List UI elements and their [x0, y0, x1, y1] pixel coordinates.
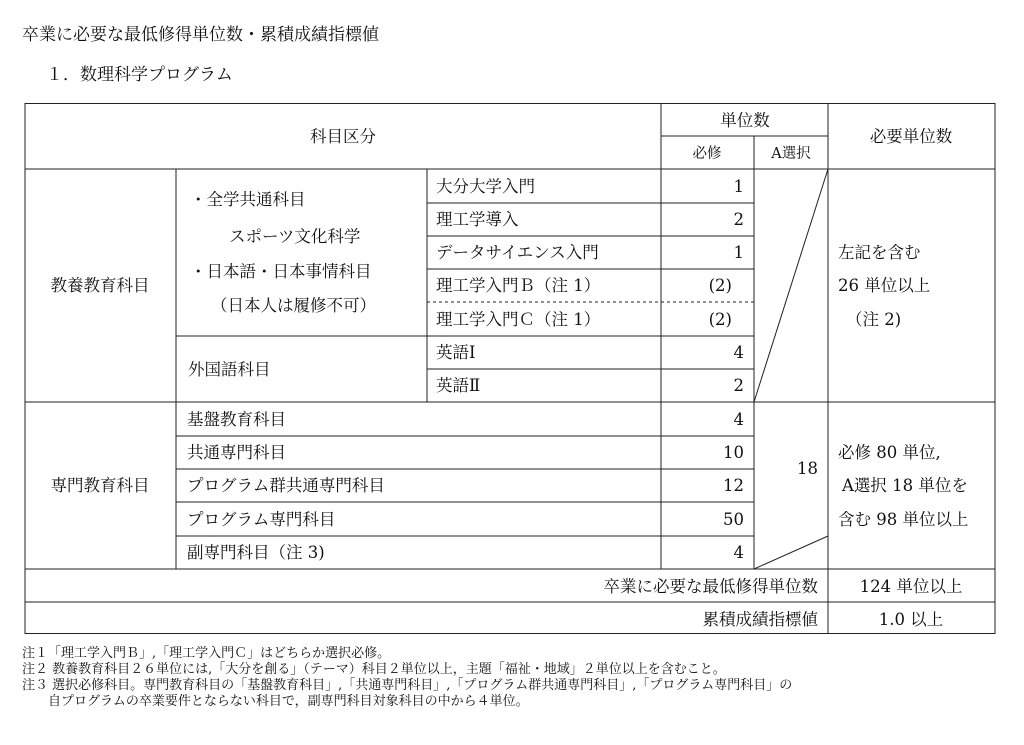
section-title: １．数理科学プログラム	[46, 65, 233, 85]
subject-row: 理工学入門Ｃ（注 1）	[436, 310, 601, 329]
group1-line-2: スポーツ文化科学	[229, 227, 361, 246]
page-title: 卒業に必要な最低修得単位数・累積成績指標値	[22, 25, 379, 45]
category-kyoyo: 教養教育科目	[50, 276, 150, 295]
required-credits: 4	[733, 543, 744, 562]
note-1: 注１「理工学入門Ｂ」,「理工学入門Ｃ」はどちらか選択必修。	[22, 646, 391, 661]
note-3: 注３ 選択必修科目。専門教育科目の「基盤教育科目」,「共通専門科目」,「プログラム群共通専門科目」,「プログラム専門科目」の	[22, 678, 793, 693]
header-subject-category: 科目区分	[310, 127, 376, 146]
note-2: 注２ 教養教育科目２６単位には,「大分を創る」（テーマ）科目２単位以上，主題「福祉・地域」２単位以上を含むこと。	[22, 662, 726, 677]
required-credits: 2	[733, 376, 744, 395]
header-required: 必修	[692, 146, 722, 162]
subject-row: 副専門科目（注 3)	[187, 543, 325, 562]
kyoyo-needed-line-3: （注 2)	[846, 310, 902, 329]
subject-row: 基盤教育科目	[187, 410, 286, 429]
required-credits: 4	[733, 410, 744, 429]
required-credits: 2	[733, 210, 744, 229]
subject-row: 理工学導入	[436, 210, 519, 229]
senmon-needed-line-2: A選択 18 単位を	[842, 476, 968, 495]
footnotes	[22, 646, 792, 710]
required-credits: 10	[723, 443, 744, 462]
header-credits: 単位数	[720, 111, 770, 130]
category-senmon: 専門教育科目	[50, 476, 150, 495]
subject-row: 英語Ⅰ	[436, 343, 476, 362]
group1-line-3: ・日本語・日本事情科目	[190, 262, 372, 281]
subject-row: プログラム専門科目	[187, 510, 336, 529]
note-3-continued: 自プログラムの卒業要件とならない科目で，副専門科目対象科目の中から４単位。	[22, 694, 529, 709]
subject-row: 理工学入門Ｂ（注 1）	[436, 276, 601, 295]
required-credits: 50	[723, 510, 744, 529]
header-needed-credits: 必要単位数	[869, 127, 953, 146]
kyoyo-needed-line-2: 26 単位以上	[838, 276, 931, 295]
gpa-label: 累積成績指標値	[702, 610, 818, 629]
header-a-elective: A選択	[771, 146, 811, 162]
required-credits: 1	[733, 177, 744, 196]
a-elective-credits: 18	[797, 459, 818, 478]
gpa-value: 1.0 以上	[878, 610, 944, 629]
required-credits: 12	[723, 476, 744, 495]
subject-row: 共通専門科目	[187, 443, 286, 462]
min-credits-value: 124 単位以上	[859, 577, 963, 596]
group2-foreign-language: 外国語科目	[188, 360, 271, 379]
required-credits: (2)	[708, 310, 732, 329]
subject-row: データサイエンス入門	[436, 243, 599, 262]
required-credits: 1	[733, 243, 744, 262]
group1-line-1: ・全学共通科目	[190, 190, 306, 209]
subject-row: 大分大学入門	[436, 177, 535, 196]
group1-line-4: （日本人は履修不可）	[211, 296, 376, 315]
kyoyo-needed-line-1: 左記を含む	[838, 243, 921, 262]
min-credits-label: 卒業に必要な最低修得単位数	[603, 577, 818, 596]
subject-row: 英語Ⅱ	[436, 376, 481, 395]
senmon-needed-line-1: 必修 80 単位,	[838, 443, 941, 462]
required-credits: 4	[733, 343, 744, 362]
subject-row: プログラム群共通専門科目	[187, 476, 385, 495]
required-credits: (2)	[708, 276, 732, 295]
senmon-needed-line-3: 含む 98 単位以上	[838, 510, 969, 529]
